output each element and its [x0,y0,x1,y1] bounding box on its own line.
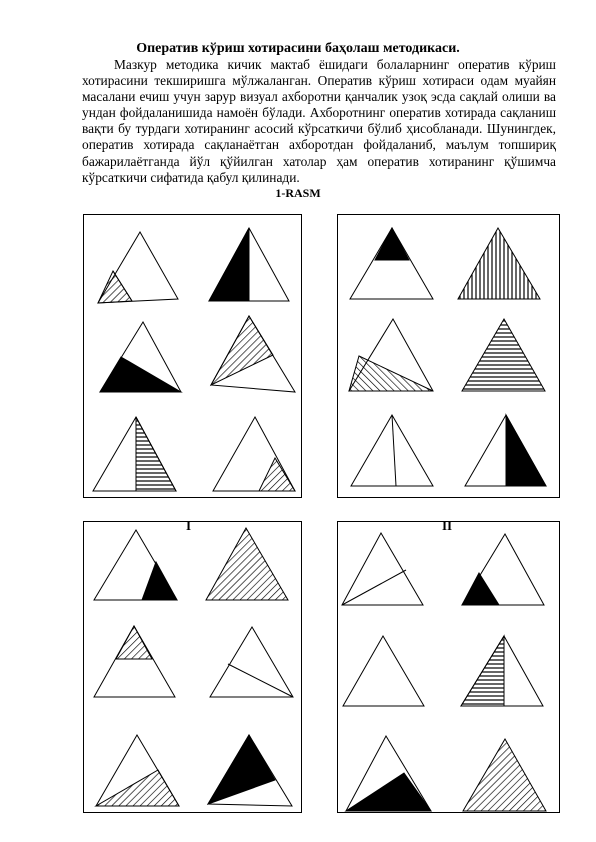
page-title: Оператив кўриш хотирасини баҳолаш методикаси. [136,41,460,56]
triangle-figures-set-4-icon [338,522,561,814]
triangle-figures-set-3-icon [84,522,303,814]
triangle-panel-1 [83,214,302,498]
triangle-panel-3 [83,518,302,813]
panel-label-ii: II [442,518,453,533]
triangle-figures-set-2-icon [338,215,561,499]
figure-label: 1-RASM [275,186,321,200]
body-paragraph: Мазкур методика кичик мактаб ёшидаги болаларнинг оператив кўриш хотирасини текширишга мўлжаланган. Оператив кўриш хотираси одам муайян масалани ечиш учун зарур визуал ахборотни қанчалик узоқ эсда сақлай олиши ва ундан фойдаланишида намоён бўлади. Ахборотнинг оператив хотирада сақланиш вақти бу турдаги хотиранинг асосий кўрсаткичи бўлиб ҳисобланади. Шунингдек, оператив хотирада сақланаётган ахборотдан фойдаланиб, маълум топшириқ бажарилаётганда йўл қўйилган хатолар ҳам оператив хотиранинг қўшимча кўрсаткичи сифатида қабул қилинади. [82,57,556,185]
triangle-panel-4 [337,518,560,813]
triangle-panel-2 [337,214,560,498]
panel-label-i: I [186,518,192,533]
triangle-figures-set-1-icon [84,215,303,499]
